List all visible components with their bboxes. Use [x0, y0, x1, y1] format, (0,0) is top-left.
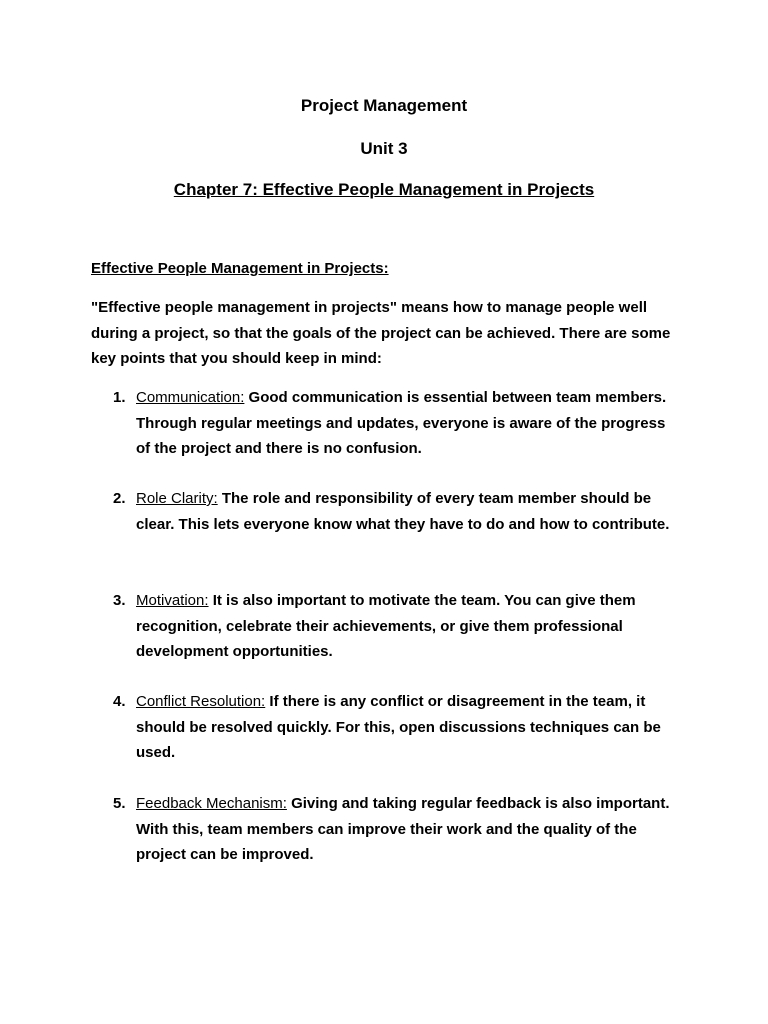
list-item-text: It is also important to motivate the team. You can give them recognition, celebrate their achievements, or give them professional development opportunities.: [136, 592, 636, 660]
list-item: [113, 385, 678, 462]
list-item-body: [136, 588, 678, 665]
list-item-term: Conflict Resolution:: [136, 693, 266, 710]
list-item-number: 3.: [113, 592, 126, 609]
list-item-term: Feedback Mechanism:: [136, 795, 287, 812]
list-item-term: Role Clarity:: [136, 490, 218, 507]
list-item-body: [136, 791, 678, 868]
list-item-term: Motivation:: [136, 592, 209, 609]
list-item-term: Communication:: [136, 389, 245, 406]
list-item: [113, 791, 678, 868]
chapter-heading: Chapter 7: Effective People Management in Projects: [173, 180, 595, 199]
list-item-number: 2.: [113, 490, 126, 507]
list-item-number: 4.: [113, 693, 126, 710]
section-heading: Effective People Management in Projects:: [91, 260, 389, 277]
unit-label: Unit 3: [360, 139, 408, 158]
list-item-number: 1.: [113, 389, 126, 406]
list-item-body: [136, 689, 678, 766]
list-item-text: If there is any conflict or disagreement in the team, it should be resolved quickly. For this, open discussions techniques can be used.: [136, 693, 661, 761]
list-item-body: [136, 486, 678, 537]
list-item-text: The role and responsibility of every team member should be clear. This lets everyone know what they have to do and how to contribute.: [136, 490, 670, 533]
list-item: [113, 588, 678, 665]
list-item-text: Good communication is essential between team members. Through regular meetings and updates, everyone is aware of the progress of the project and there is no confusion.: [136, 389, 667, 457]
list-item: [113, 689, 678, 766]
intro-paragraph: "Effective people management in projects" means how to manage people well during a project, so that the goals of the project can be achieved. There are some key points that you should keep in mind:: [91, 299, 671, 367]
list-item: [113, 486, 678, 537]
list-item-body: [136, 385, 678, 462]
document-title: Project Management: [300, 96, 468, 115]
list-item-number: 5.: [113, 795, 126, 812]
list-item-text: Giving and taking regular feedback is also important. With this, team members can improve their work and the quality of the project can be improved.: [136, 795, 670, 863]
